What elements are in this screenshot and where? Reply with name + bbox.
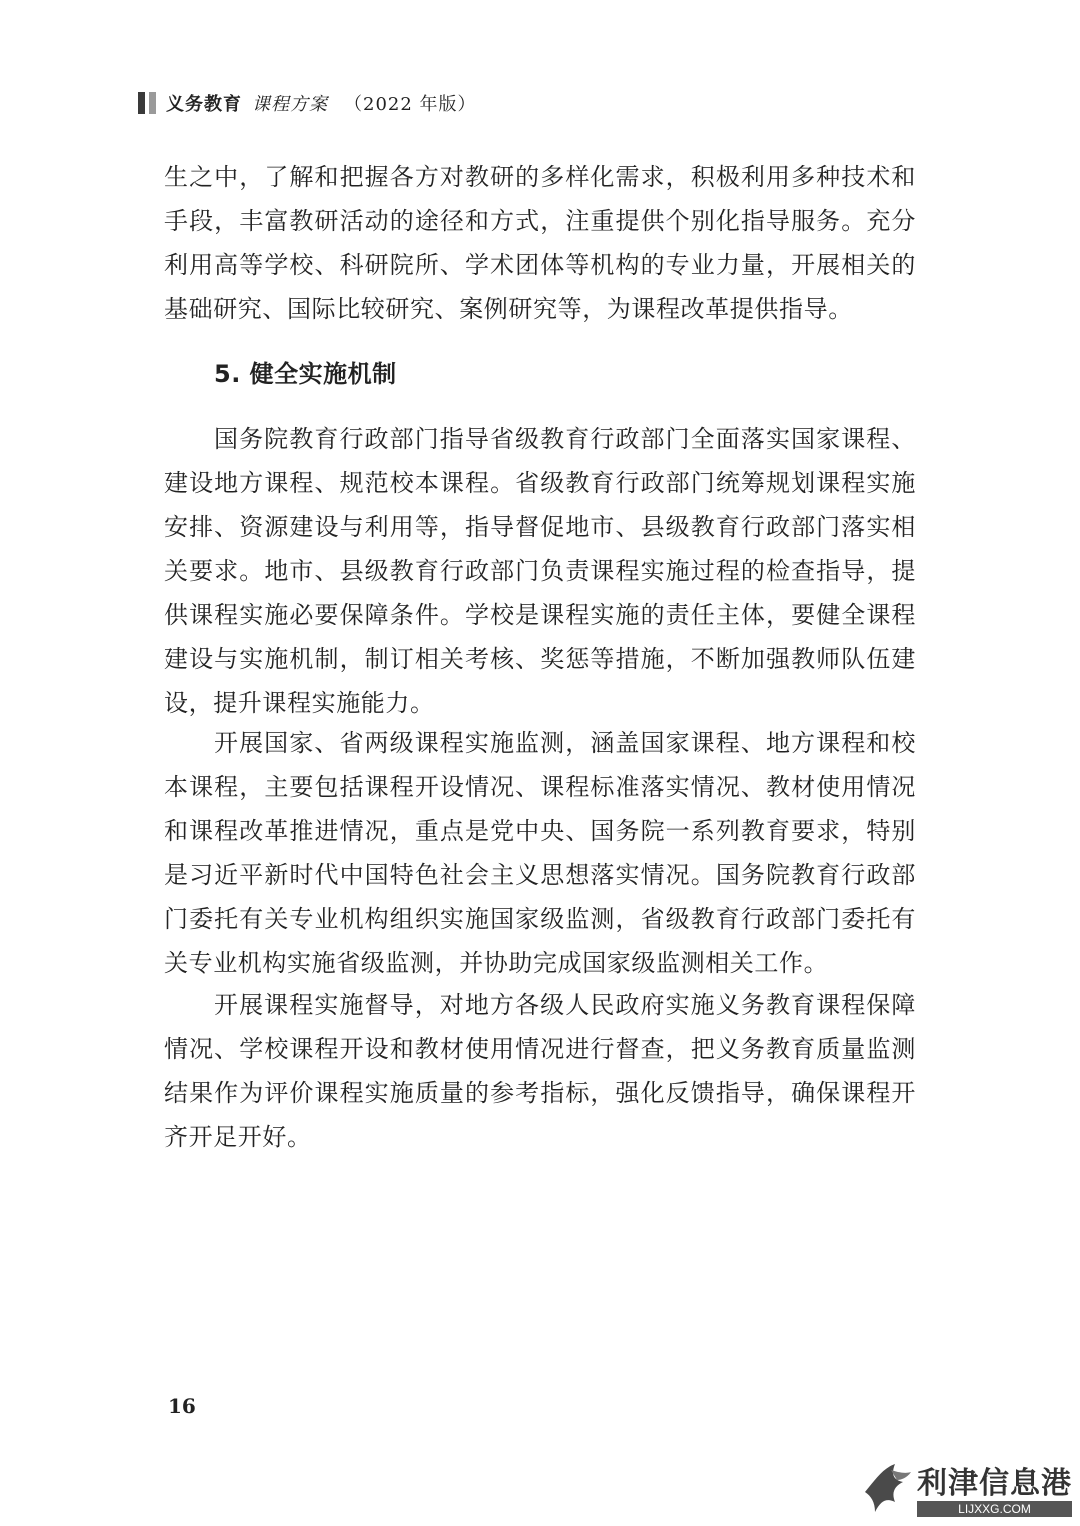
bird-logo-icon [861, 1462, 913, 1522]
header-bar-dark [138, 92, 145, 114]
watermark-logo [861, 1462, 1072, 1522]
paragraph-monitoring: 开展国家、省两级课程实施监测，涵盖国家课程、地方课程和校本课程，主要包括课程开设情况、课程标准落实情况、教材使用情况和课程改革推进情况，重点是党中央、国务院一系列教育要求，特别是习近平新时代中国特色社会主义思想落实情况。国务院教育行政部门委托有关专业机构组织实施国家级监测，省级教育行政部门委托有关专业机构实施省级监测，并协助完成国家级监测相关工作。 [164, 729, 916, 977]
header-title: 义务教育 [166, 94, 242, 115]
paragraph-continued: 生之中，了解和把握各方对教研的多样化需求，积极利用多种技术和手段，丰富教研活动的途径和方式，注重提供个别化指导服务。充分利用高等学校、科研院所、学术团体等机构的专业力量，开展相关的基础研究、国际比较研究、案例研究等，为课程改革提供指导。 [164, 163, 916, 323]
section-heading: 5. 健全实施机制 [214, 360, 397, 388]
header-bar-light [149, 92, 156, 114]
page-number: 16 [168, 1394, 196, 1418]
header-edition: （2022 年版） [344, 94, 477, 115]
watermark-url: LIJXXG.COM [917, 1501, 1072, 1517]
running-header [138, 88, 477, 118]
watermark-title: 利津信息港 [917, 1466, 1072, 1501]
header-subtitle: 课程方案 [252, 94, 328, 115]
paragraph-implementation: 国务院教育行政部门指导省级教育行政部门全面落实国家课程、建设地方课程、规范校本课程。省级教育行政部门统筹规划课程实施安排、资源建设与利用等，指导督促地市、县级教育行政部门落实相关要求。地市、县级教育行政部门负责课程实施过程的检查指导，提供课程实施必要保障条件。学校是课程实施的责任主体，要健全课程建设与实施机制，制订相关考核、奖惩等措施，不断加强教师队伍建设，提升课程实施能力。 [164, 425, 916, 717]
paragraph-supervision: 开展课程实施督导，对地方各级人民政府实施义务教育课程保障情况、学校课程开设和教材使用情况进行督查，把义务教育质量监测结果作为评价课程实施质量的参考指标，强化反馈指导，确保课程开齐开足开好。 [164, 991, 916, 1151]
